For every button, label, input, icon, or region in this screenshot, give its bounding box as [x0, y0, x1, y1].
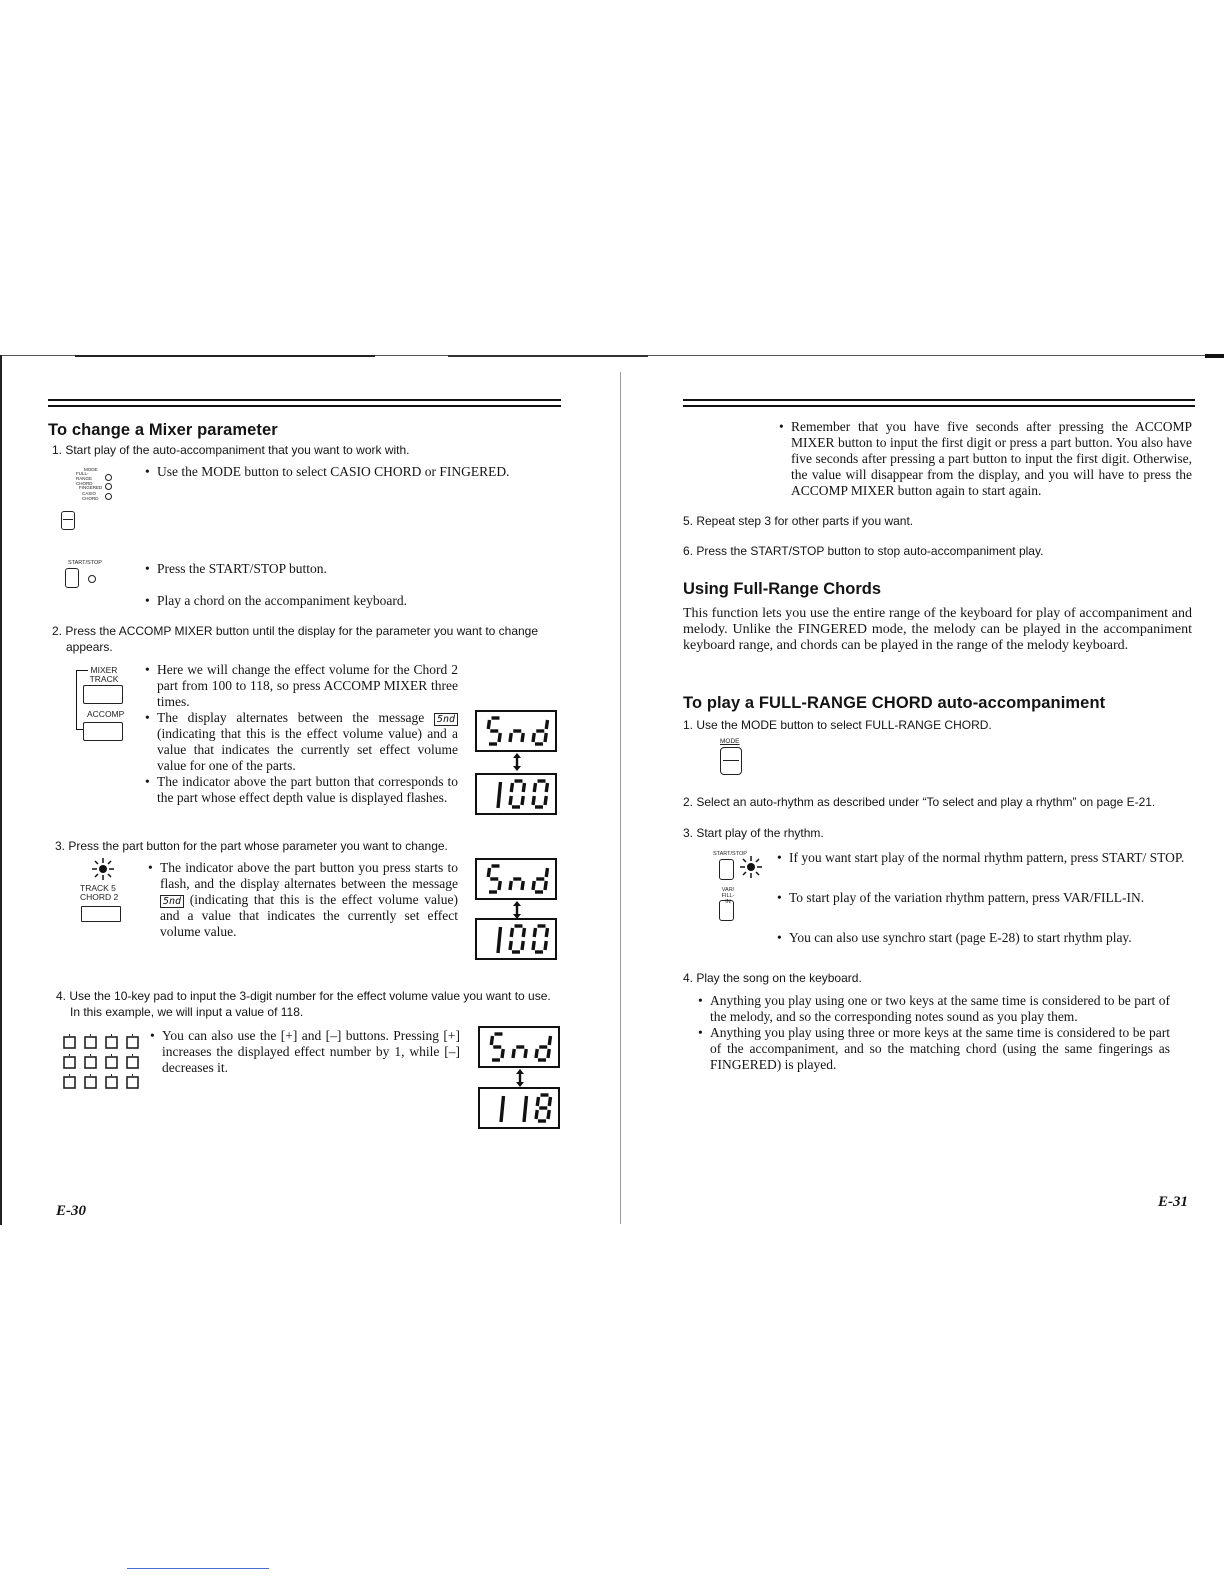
header-rule — [48, 405, 561, 407]
key-button-icon — [85, 1057, 96, 1068]
lcd-segment — [498, 927, 501, 953]
lcd-segment — [537, 1097, 538, 1106]
step-5: 5. Repeat step 3 for other parts if you want. — [683, 514, 914, 528]
lcd-display-snd — [478, 1026, 560, 1068]
step-4-line-1: 4. Use the 10-key pad to input the 3-digit number for the effect volume value you want to use. — [56, 989, 551, 1003]
lcd-display-100 — [475, 918, 557, 960]
lcd-segment — [510, 796, 511, 805]
lcd-segment — [533, 941, 534, 950]
bullet-start: • Press the START/STOP button. — [145, 561, 327, 576]
lcd-segment — [491, 1036, 492, 1045]
mode-indicator-group — [72, 466, 122, 526]
key-button-icon — [64, 1037, 75, 1048]
lcd-segment — [549, 1097, 550, 1106]
lcd-segment — [510, 881, 511, 890]
header-rule — [683, 399, 1195, 401]
mode-label: MODE — [84, 467, 98, 472]
key-button-icon — [85, 1037, 96, 1048]
bullet-chord: • Play a chord on the accompaniment keyboard. — [145, 593, 408, 608]
lcd-segment — [533, 796, 534, 805]
lcd-segment — [488, 868, 489, 877]
mixer-track-label: MIXER TRACK — [89, 665, 119, 684]
mixer-track-button-icon — [83, 685, 123, 704]
lcd-segment — [522, 941, 523, 950]
lcd-segment — [511, 928, 512, 937]
var-fill-in-label: VAR/ FILL-IN — [721, 887, 735, 905]
lcd-display-snd — [475, 858, 557, 900]
ten-key-pad-icon — [60, 1030, 144, 1094]
step-2-bullet-3-text: The indicator above the part button that corresponds to the part whose effect depth value is displayed flashes. — [157, 774, 458, 805]
bracket-line — [76, 670, 88, 671]
lcd-segment — [546, 928, 547, 937]
r-step-1: 1. Use the MODE button to select FULL-RANGE CHORD. — [683, 718, 992, 732]
snd-inline-display-icon: 5nd — [160, 895, 184, 908]
lcd-segment — [546, 783, 547, 792]
lcd-segment — [510, 941, 511, 950]
step-2-bullet-3: • The indicator above the part button that corresponds to the part whose effect depth value is displayed flashes. — [145, 774, 458, 805]
bullet-start-rhythm: • If you want start play of the normal rhythm pattern, press START/ STOP. — [777, 850, 1185, 865]
lcd-segment — [522, 733, 523, 742]
chord-2-label: CHORD 2 — [80, 892, 119, 902]
r-step-2: 2. Select an auto-rhythm as described under “To select and play a rhythm” on page E-21. — [683, 795, 1156, 809]
chord-2-part-button-icon — [81, 906, 121, 922]
lcd-display-100 — [475, 773, 557, 815]
step-2-bullet-2-text-b: (indicating that this is the effect volume value) and a value that indicates the currently set effect volume value for one of the parts. — [157, 726, 458, 773]
step-2-bullet-2-text-a: The display alternates between the message — [157, 710, 425, 725]
step-6: 6. Press the START/STOP button to stop auto-accompaniment play. — [683, 544, 1044, 558]
key-button-icon — [106, 1037, 117, 1048]
flashing-indicator-icon — [91, 858, 115, 885]
scan-edge-line — [1205, 354, 1224, 358]
step-4-line-2: In this example, we will input a value of 118. — [70, 1005, 304, 1019]
step-2-line-2: appears. — [66, 640, 113, 654]
page-number: E-30 — [56, 1203, 86, 1219]
full-range-chord-indicator-icon — [105, 474, 112, 481]
lcd-segment — [522, 881, 523, 890]
key-button-icon — [127, 1057, 138, 1068]
step-3-bullet-text-a: The indicator above the part button you press starts to flash, and the display alternates between the message — [160, 860, 458, 891]
fingered-indicator-icon — [105, 483, 112, 490]
step-2-bullet-1: • Here we will change the effect volume for the Chord 2 part from 100 to 118, so press ACCOMP MIXER three times. — [145, 662, 458, 709]
lcd-segment — [546, 720, 547, 729]
bullet-var-fill: • To start play of the variation rhythm pattern, press VAR/FILL-IN. — [777, 890, 1145, 905]
var-fill-in-button-icon — [719, 900, 734, 921]
full-range-section-title: Using Full-Range Chords — [683, 580, 881, 598]
lcd-segment — [502, 1049, 503, 1058]
section-title: To change a Mixer parameter — [48, 421, 278, 439]
flashing-indicator-icon — [739, 856, 763, 883]
mode-label: MODE — [720, 738, 740, 745]
scan-edge-line — [75, 355, 375, 357]
r-step-3: 3. Start play of the rhythm. — [683, 826, 824, 840]
scan-left-margin — [0, 355, 2, 1225]
casio-chord-label: CASIO CHORD — [82, 491, 99, 501]
r-step-4: 4. Play the song on the keyboard. — [683, 971, 862, 985]
lcd-segment — [523, 783, 524, 792]
lcd-segment — [548, 1049, 549, 1058]
lcd-segment — [488, 720, 489, 729]
key-button-icon — [127, 1077, 138, 1088]
key-button-icon — [64, 1077, 75, 1088]
lcd-segment — [546, 868, 547, 877]
bullet-mode: • Use the MODE button to select CASIO CHORD or FINGERED. — [145, 464, 510, 479]
lcd-segment — [513, 1049, 514, 1058]
lcd-segment — [545, 881, 546, 890]
mode-button-icon — [61, 511, 75, 530]
bullet-accomp-text: Anything you play using three or more keys at the same time is considered to be part of the accompaniment, and so the matching chord (using the same fingerings as FINGERED) is played. — [710, 1025, 1170, 1072]
bullet-chord-text: Play a chord on the accompaniment keyboard. — [157, 593, 408, 608]
scan-bottom-line — [127, 1568, 269, 1569]
step-4 — [56, 988, 576, 1020]
bullet-melody: • Anything you play using one or two keys at the same time is considered to be part of the melody, and so the corresponding notes sound as you play them. — [698, 993, 1170, 1024]
track-5-label: TRACK 5 — [80, 883, 116, 893]
remember-note-text: Remember that you have five seconds after pressing the ACCOMP MIXER button to input the first digit or press a part button. You also have five seconds after pressing a part button to input the first digit. Otherwise, the value will disappear from the display, and you will have to press the ACCOMP MIXER button again to start again. — [791, 419, 1192, 498]
lcd-segment — [545, 733, 546, 742]
lcd-segment — [498, 782, 501, 808]
bullet-mode-text: Use the MODE button to select CASIO CHORD or FINGERED. — [157, 464, 510, 479]
bullet-start-text: Press the START/STOP button. — [157, 561, 327, 576]
lcd-segment — [522, 796, 523, 805]
lcd-segment — [548, 1110, 549, 1119]
step-4-bullet-text: You can also use the [+] and [–] buttons. Pressing [+] increases the displayed effect number by 1, while [–] decreases it. — [162, 1028, 460, 1075]
accomp-label: ACCOMP — [87, 709, 125, 719]
bullet-var-fill-text: To start play of the variation rhythm pattern, press VAR/FILL-IN. — [789, 890, 1145, 905]
page-number: E-31 — [1158, 1194, 1188, 1210]
lcd-segment — [523, 928, 524, 937]
bullet-synchro-text: You can also use synchro start (page E-28) to start rhythm play. — [789, 930, 1132, 945]
step-4-bullet: • You can also use the [+] and [–] buttons. Pressing [+] increases the displayed effect number by 1, while [–] decreases it. — [150, 1028, 460, 1075]
lcd-segment — [533, 881, 534, 890]
step-2-bullet-2: • The display alternates between the message 5nd (indicating that this is the effect volume value) and a value that indicates the currently set effect volume value for one of the parts. — [145, 710, 458, 773]
lcd-segment — [534, 783, 535, 792]
bullet-accomp: • Anything you play using three or more keys at the same time is considered to be part of the accompaniment, and so the matching chord (using the same fingerings as FINGERED) is played. — [698, 1025, 1170, 1072]
key-button-icon — [127, 1037, 138, 1048]
lcd-segment — [533, 733, 534, 742]
bullet-start-rhythm-text: If you want start play of the normal rhythm pattern, press START/ STOP. — [789, 850, 1185, 865]
step-3-bullet: • The indicator above the part button you press starts to flash, and the display alternates between the message 5nd (indicating that this is the effect volume value) and a value that indicates the currently set effect volume value. — [148, 860, 458, 939]
header-rule — [48, 399, 561, 401]
full-range-chord-label: FULL-RANGE CHORD — [76, 471, 93, 486]
step-3: 3. Press the part button for the part whose parameter you want to change. — [55, 839, 448, 853]
casio-chord-indicator-icon — [105, 493, 112, 500]
remember-note: • Remember that you have five seconds after pressing the ACCOMP MIXER button to input the first digit or press a part button. You also have five seconds after pressing a part button to input the first digit. Otherwise, the value will disappear from the display, and you will have to press the ACCOMP MIXER button again to start again. — [779, 419, 1192, 498]
step-3-bullet-text-b: (indicating that this is the effect volume value) and a value that indicates the currently set effect volume value. — [160, 892, 458, 939]
step-2-bullet-1-text: Here we will change the effect volume for the Chord 2 part from 100 to 118, so press ACCOMP MIXER three times. — [157, 662, 458, 709]
lcd-segment — [525, 1049, 526, 1058]
bullet-synchro: • You can also use synchro start (page E-28) to start rhythm play. — [777, 930, 1132, 945]
lcd-segment — [545, 796, 546, 805]
lcd-display-118 — [478, 1087, 560, 1129]
full-range-subtitle: To play a FULL-RANGE CHORD auto-accompaniment — [683, 694, 1106, 712]
lcd-segment — [499, 733, 500, 742]
lcd-segment — [545, 941, 546, 950]
lcd-segment — [511, 783, 512, 792]
scan-edge-line — [448, 355, 648, 357]
start-stop-label: START/STOP — [68, 560, 102, 566]
fingered-label: FINGERED — [79, 485, 103, 490]
lcd-segment — [501, 1096, 504, 1122]
accomp-button-icon — [83, 722, 123, 741]
mode-button-icon — [720, 747, 742, 775]
lcd-segment — [510, 733, 511, 742]
lcd-display-snd — [475, 710, 557, 752]
start-stop-button-icon — [719, 859, 734, 880]
step-1: 1. Start play of the auto-accompaniment that you want to work with. — [52, 443, 410, 457]
step-2-line-1: 2. Press the ACCOMP MIXER button until the display for the parameter you want to change — [52, 624, 539, 638]
start-stop-button-icon — [65, 568, 79, 588]
lcd-segment — [534, 928, 535, 937]
key-button-icon — [106, 1057, 117, 1068]
bracket-line — [76, 670, 77, 730]
lcd-segment — [499, 881, 500, 890]
center-fold-line — [620, 372, 621, 1224]
full-range-section-body: This function lets you use the entire range of the keyboard for play of accompaniment and melody. Unlike the FINGERED mode, the melody can be played in the accompaniment keyboard range, and chords can be played in the range of the melody keyboard. — [683, 606, 1192, 653]
lcd-segment — [536, 1049, 537, 1058]
lcd-segment — [536, 1110, 537, 1119]
bracket-line — [76, 729, 83, 730]
key-button-icon — [106, 1077, 117, 1088]
step-2 — [52, 623, 572, 655]
snd-inline-display-icon: 5nd — [434, 713, 458, 726]
lcd-segment — [549, 1036, 550, 1045]
header-rule — [683, 405, 1195, 407]
bullet-melody-text: Anything you play using one or two keys at the same time is considered to be part of the melody, and so the corresponding notes sound as you play them. — [710, 993, 1170, 1024]
key-button-icon — [85, 1077, 96, 1088]
start-stop-label: START/STOP — [713, 851, 747, 857]
lcd-segment — [524, 1096, 527, 1122]
start-stop-indicator-icon — [88, 575, 96, 583]
key-button-icon — [64, 1057, 75, 1068]
